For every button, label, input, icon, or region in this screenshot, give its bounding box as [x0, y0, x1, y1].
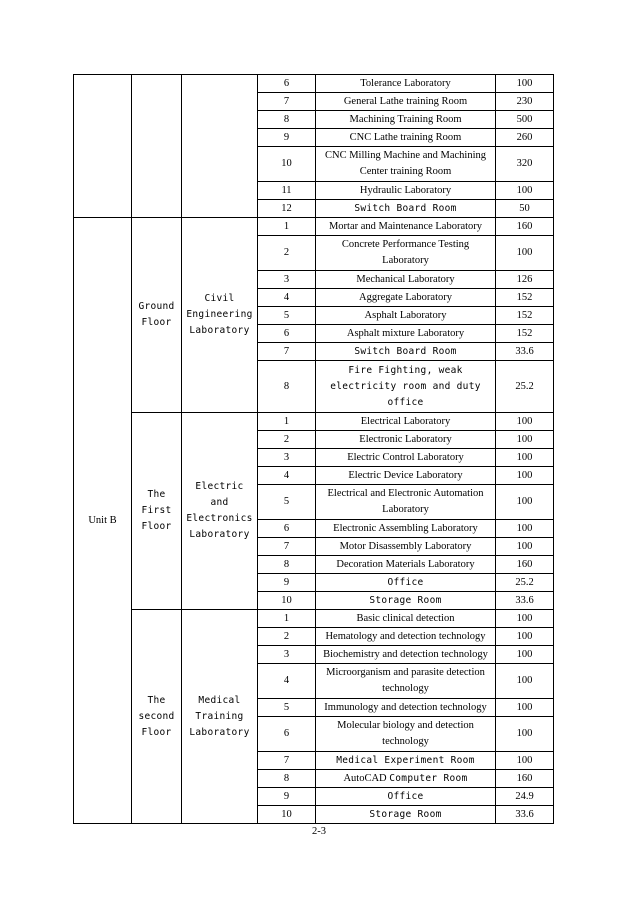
table-row	[74, 413, 554, 431]
room-name: Electronic Laboratory	[316, 431, 496, 449]
room-number: 8	[258, 361, 316, 413]
room-number: 6	[258, 520, 316, 538]
lab-label: Electric and Electronics Laboratory	[182, 413, 258, 610]
room-area: 25.2	[496, 574, 554, 592]
lab-label: Civil Engineering Laboratory	[182, 218, 258, 413]
room-number: 9	[258, 788, 316, 806]
room-name: Machining Training Room	[316, 111, 496, 129]
room-name: Switch Board Room	[316, 343, 496, 361]
room-area: 100	[496, 431, 554, 449]
table-row	[74, 75, 554, 93]
room-name: CNC Milling Machine and Machining Center training Room	[316, 147, 496, 182]
room-name: Asphalt Laboratory	[316, 307, 496, 325]
room-name	[316, 770, 496, 788]
room-number: 3	[258, 646, 316, 664]
floor-label: Ground Floor	[132, 218, 182, 413]
room-area: 100	[496, 449, 554, 467]
room-name: Motor Disassembly Laboratory	[316, 538, 496, 556]
room-name: Electronic Assembling Laboratory	[316, 520, 496, 538]
room-number: 2	[258, 628, 316, 646]
room-area: 100	[496, 485, 554, 520]
room-area: 50	[496, 200, 554, 218]
room-name: Office	[316, 788, 496, 806]
room-number: 1	[258, 610, 316, 628]
room-area: 25.2	[496, 361, 554, 413]
room-name: Asphalt mixture Laboratory	[316, 325, 496, 343]
room-number: 7	[258, 752, 316, 770]
room-area: 500	[496, 111, 554, 129]
room-area: 100	[496, 182, 554, 200]
room-name: Electric Device Laboratory	[316, 467, 496, 485]
floor-label: The First Floor	[132, 413, 182, 610]
room-area: 126	[496, 271, 554, 289]
room-name: Basic clinical detection	[316, 610, 496, 628]
room-name: Tolerance Laboratory	[316, 75, 496, 93]
room-area: 100	[496, 628, 554, 646]
room-number: 5	[258, 699, 316, 717]
room-number: 7	[258, 343, 316, 361]
laboratory-room-table	[73, 74, 554, 824]
room-name: Hematology and detection technology	[316, 628, 496, 646]
room-area: 100	[496, 413, 554, 431]
room-area: 100	[496, 646, 554, 664]
room-number: 4	[258, 289, 316, 307]
room-number: 10	[258, 592, 316, 610]
room-number: 2	[258, 236, 316, 271]
room-number: 3	[258, 449, 316, 467]
room-area: 160	[496, 556, 554, 574]
room-number: 10	[258, 147, 316, 182]
room-number: 1	[258, 218, 316, 236]
room-name: Electric Control Laboratory	[316, 449, 496, 467]
page-number: 2-3	[312, 826, 326, 837]
room-name: Medical Experiment Room	[316, 752, 496, 770]
room-area: 100	[496, 699, 554, 717]
room-area: 160	[496, 770, 554, 788]
room-number: 3	[258, 271, 316, 289]
room-number: 6	[258, 717, 316, 752]
room-name: Microorganism and parasite detection technology	[316, 664, 496, 699]
room-number: 11	[258, 182, 316, 200]
room-number: 4	[258, 467, 316, 485]
room-area: 230	[496, 93, 554, 111]
room-area: 100	[496, 467, 554, 485]
room-number: 2	[258, 431, 316, 449]
room-area: 100	[496, 610, 554, 628]
room-number: 5	[258, 307, 316, 325]
unit-label: Unit B	[74, 218, 132, 824]
room-area: 152	[496, 325, 554, 343]
room-name: CNC Lathe training Room	[316, 129, 496, 147]
room-number: 5	[258, 485, 316, 520]
room-name: Immunology and detection technology	[316, 699, 496, 717]
room-number: 7	[258, 538, 316, 556]
room-name: Storage Room	[316, 806, 496, 824]
room-area: 33.6	[496, 343, 554, 361]
floor-label	[132, 75, 182, 218]
unit-cell-continued	[74, 75, 132, 218]
lab-label: Medical Training Laboratory	[182, 610, 258, 824]
table-body	[74, 75, 554, 824]
room-area: 24.9	[496, 788, 554, 806]
room-area: 160	[496, 218, 554, 236]
room-number: 6	[258, 325, 316, 343]
room-area: 33.6	[496, 592, 554, 610]
room-name: General Lathe training Room	[316, 93, 496, 111]
room-name-part: AutoCAD	[343, 772, 390, 784]
room-name: Hydraulic Laboratory	[316, 182, 496, 200]
room-number: 12	[258, 200, 316, 218]
room-area: 100	[496, 538, 554, 556]
room-name: Electrical Laboratory	[316, 413, 496, 431]
room-name: Aggregate Laboratory	[316, 289, 496, 307]
room-name: Decoration Materials Laboratory	[316, 556, 496, 574]
room-area: 33.6	[496, 806, 554, 824]
room-number: 4	[258, 664, 316, 699]
room-name: Biochemistry and detection technology	[316, 646, 496, 664]
room-area: 100	[496, 752, 554, 770]
room-number: 6	[258, 75, 316, 93]
room-area: 260	[496, 129, 554, 147]
room-name: Fire Fighting, weak electricity room and duty office	[316, 361, 496, 413]
room-area: 320	[496, 147, 554, 182]
room-number: 8	[258, 556, 316, 574]
table-row	[74, 218, 554, 236]
room-number: 7	[258, 93, 316, 111]
table-row	[74, 610, 554, 628]
room-name: Molecular biology and detection technology	[316, 717, 496, 752]
room-area: 100	[496, 236, 554, 271]
room-name: Switch Board Room	[316, 200, 496, 218]
room-area: 100	[496, 520, 554, 538]
lab-label	[182, 75, 258, 218]
room-name: Office	[316, 574, 496, 592]
floor-label: The second Floor	[132, 610, 182, 824]
room-number: 10	[258, 806, 316, 824]
room-area: 100	[496, 75, 554, 93]
room-name: Storage Room	[316, 592, 496, 610]
room-number: 1	[258, 413, 316, 431]
room-area: 152	[496, 289, 554, 307]
room-number: 9	[258, 129, 316, 147]
room-number: 8	[258, 770, 316, 788]
room-area: 152	[496, 307, 554, 325]
room-name: Concrete Performance Testing Laboratory	[316, 236, 496, 271]
room-name: Mortar and Maintenance Laboratory	[316, 218, 496, 236]
room-area: 100	[496, 717, 554, 752]
room-name-part: Computer Room	[389, 772, 468, 784]
room-area: 100	[496, 664, 554, 699]
room-number: 9	[258, 574, 316, 592]
room-number: 8	[258, 111, 316, 129]
room-name: Electrical and Electronic Automation Laboratory	[316, 485, 496, 520]
room-name: Mechanical Laboratory	[316, 271, 496, 289]
